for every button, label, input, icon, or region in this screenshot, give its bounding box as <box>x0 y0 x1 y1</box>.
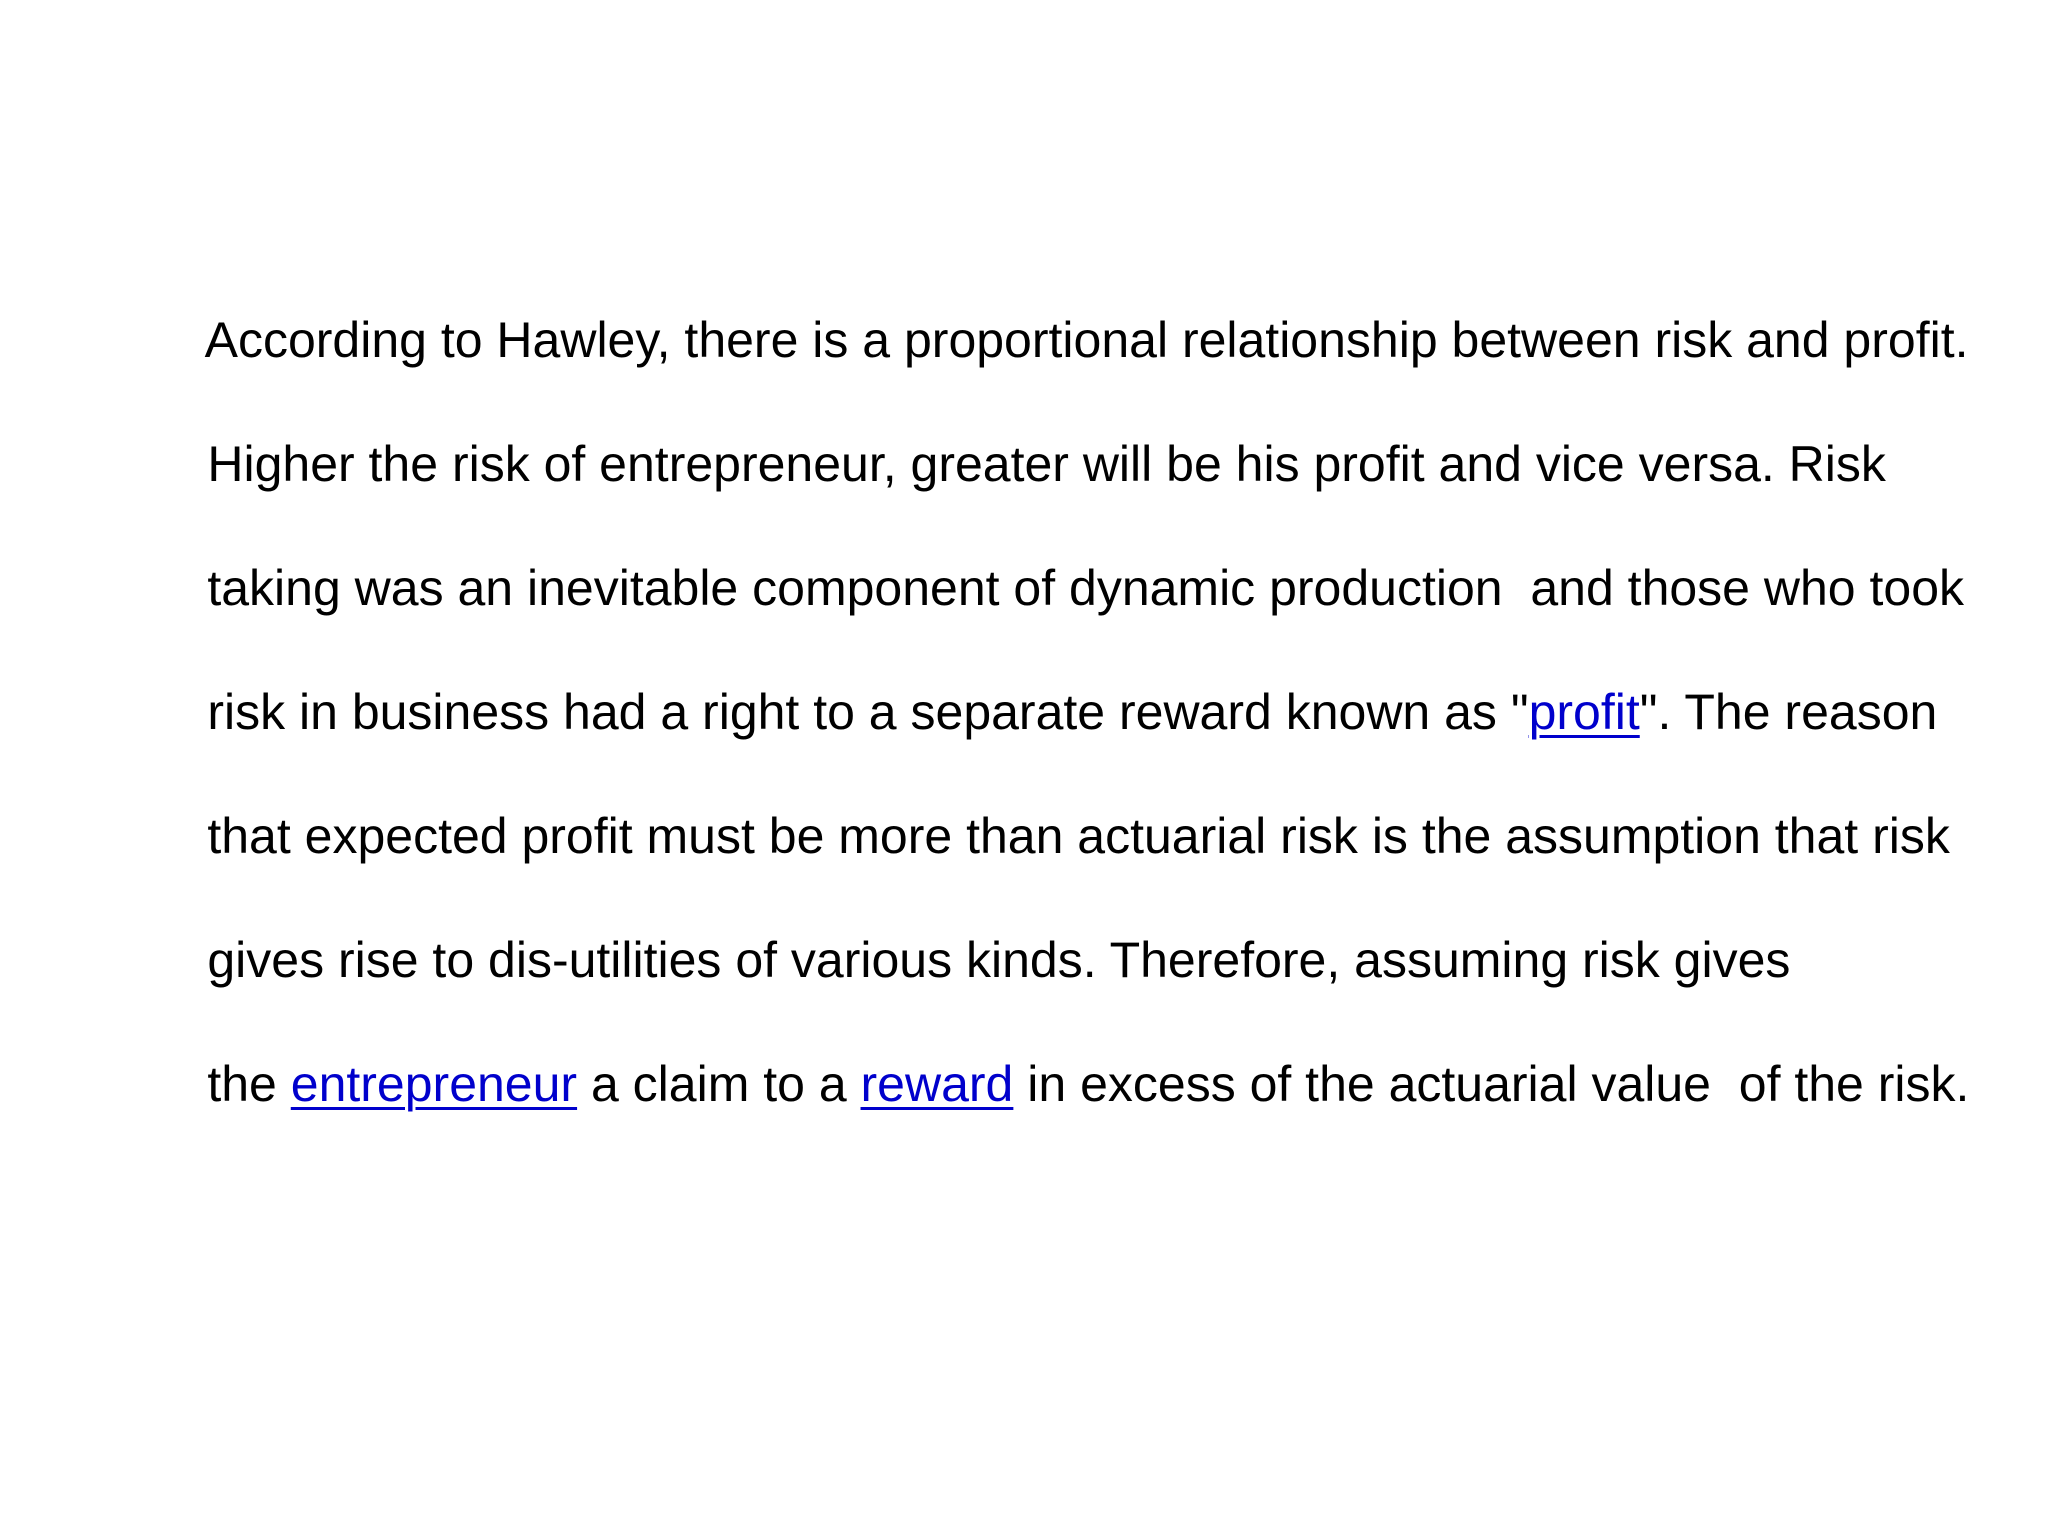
line-text: taking was an inevitable component of dynamic production and those who took <box>207 560 1964 616</box>
reward-link[interactable]: reward <box>860 1056 1014 1112</box>
line-text: that expected profit must be more than actuarial risk is the assumption that risk <box>207 808 1950 864</box>
paragraph-line-3 <box>124 498 1964 616</box>
paragraph-line-4 <box>124 622 1938 740</box>
paragraph-line-2 <box>124 374 1886 492</box>
paragraph-line-5 <box>124 746 1950 864</box>
entrepreneur-link[interactable]: entrepreneur <box>290 1056 578 1112</box>
paragraph-line-7 <box>124 994 1970 1112</box>
line-text: According to Hawley, there is a proportional relationship between risk and profit. <box>204 312 1969 368</box>
paragraph-line-1 <box>124 250 1969 368</box>
line-text: gives rise to dis-utilities of various kinds. Therefore, assuming risk gives <box>207 932 1791 988</box>
line-text: Higher the risk of entrepreneur, greater will be his profit and vice versa. Risk <box>207 436 1886 492</box>
line-text-before: risk in business had a right to a separate reward known as " <box>207 684 1529 740</box>
line-text-middle: a claim to a <box>577 1056 861 1112</box>
paragraph-line-6 <box>124 870 1791 988</box>
line-text-before: the <box>207 1056 291 1112</box>
line-text-after: ". The reason <box>1639 684 1938 740</box>
line-text-after: in excess of the actuarial value of the risk. <box>1013 1056 1970 1112</box>
profit-link[interactable]: profit <box>1528 684 1640 740</box>
